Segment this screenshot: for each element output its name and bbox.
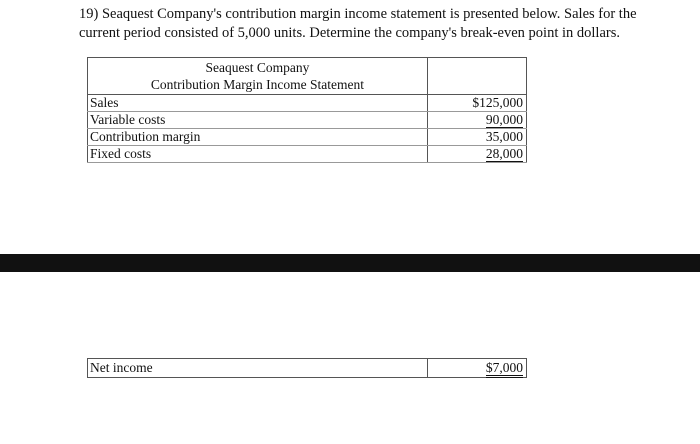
- question-text: 19) Seaquest Company's contribution margin income statement is presented below. Sales for the current period consisted of 5,000 units. Determine the company's break-even point in dollars.: [79, 6, 637, 41]
- company-name: Seaquest Company: [205, 60, 310, 75]
- row-label-contribution-margin: Contribution margin: [88, 129, 428, 146]
- row-value-sales: $125,000: [427, 95, 526, 112]
- statement-header-cell: [88, 58, 428, 95]
- income-statement-table: [87, 57, 527, 163]
- row-value-net-income-cell: [427, 359, 526, 378]
- row-label-fixed-costs: Fixed costs: [88, 146, 428, 163]
- row-label-net-income: Net income: [88, 359, 428, 378]
- table-row-net-income: [88, 359, 527, 378]
- row-value-fixed-costs: 28,000: [485, 146, 523, 161]
- table-row-fixed-costs: [88, 146, 527, 163]
- row-value-net-income: $7,000: [486, 360, 523, 378]
- row-value-variable-costs-cell: [427, 112, 526, 129]
- row-label-variable-costs: Variable costs: [88, 112, 428, 129]
- table-row-contribution-margin: [88, 129, 527, 146]
- statement-title: Contribution Margin Income Statement: [150, 77, 364, 92]
- net-income-table: [87, 358, 527, 378]
- table-row-sales: [88, 95, 527, 112]
- row-value-contribution-margin: 35,000: [427, 129, 526, 146]
- statement-header-empty-cell: [427, 58, 526, 95]
- row-value-variable-costs: 90,000: [485, 112, 523, 127]
- row-label-sales: Sales: [88, 95, 428, 112]
- row-value-fixed-costs-cell: [427, 146, 526, 163]
- table-row-variable-costs: [88, 112, 527, 129]
- redaction-bar: [0, 254, 700, 272]
- statement-header-row: [88, 58, 527, 95]
